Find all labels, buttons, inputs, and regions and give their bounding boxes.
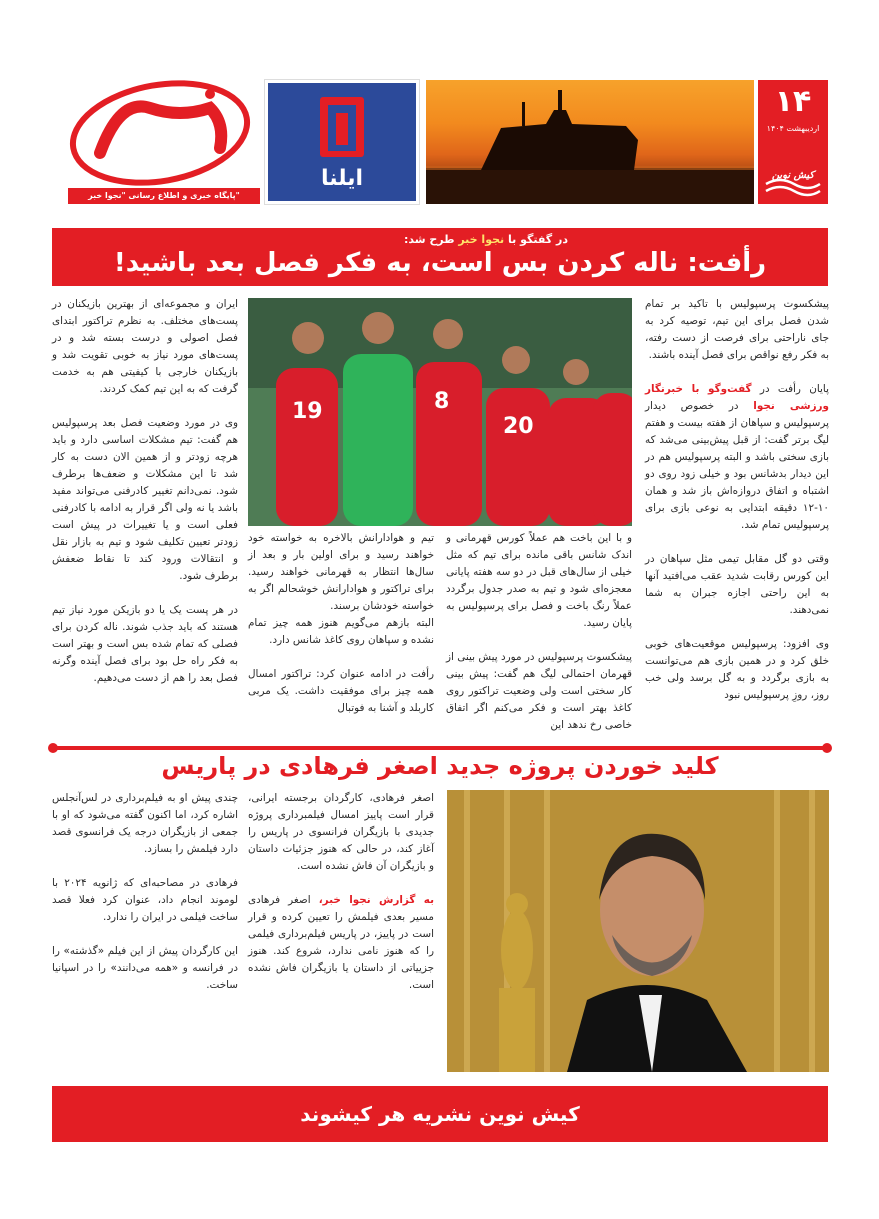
- paragraph: وی افزود: پرسپولیس موقعیت‌های خوبی خلق کرد و در همین بازی هم می‌توانست به بازی برگردد و به گل برسد ولی خب روز، روزِ پرسپولیس نبود: [645, 638, 829, 701]
- paragraph: [645, 381, 829, 534]
- paragraph: در هر پست یک یا دو بازیکن مورد نیاز تیم هستند که باید جذب شوند. ناله کردن برای فصلی که تمام شده بس است و بهتر است به فکر راه حل بود برای فصل آینده وگرنه فصل بعد را هم از دست می‌دهیم.: [52, 604, 238, 684]
- article1-column-left: [52, 296, 238, 687]
- footer-banner: [52, 1086, 828, 1142]
- svg-text:8: 8: [434, 389, 450, 414]
- article2-photo-farhadi: [447, 790, 829, 1072]
- shipwreck-image: [426, 80, 754, 204]
- paragraph: ایران و مجموعه‌ای از بهترین بازیکنان در پست‌های مختلف. به نظرم تراکتور ابتدای فصل اصولی و درست بسته شد و در پست‌های مورد نیاز به خوبی تقویت شد و بازیکنان خارجی با کیفیتی هم به خدمت گرفت که به این تیم کمک کردند.: [52, 298, 238, 395]
- source-highlight: به گزارش نجوا خبر،: [318, 894, 434, 906]
- paragraph: چندی پیش او به فیلم‌برداری در لس‌آنجلس اشاره کرد، اما اکنون گفته می‌شود که او با جمعی از بازیگران درجه یک فرانسوی قصد دارد فیلمش را بسازد.: [52, 792, 238, 855]
- paragraph: البته بازهم می‌گویم هنوز همه چیز تمام نشده و سپاهان روی کاغذ شانس دارد.: [248, 617, 434, 646]
- article1-title: رأفت: ناله کردن بس است، به فکر فصل بعد باشید!: [113, 248, 767, 278]
- paragraph: فرهادی در مصاحبه‌ای که ژانویه ۲۰۲۴ با لوموند انجام داد، عنوان کرد فعلا قصد ساخت فیلمی در ایران را ندارد.: [52, 877, 238, 923]
- paragraph: و با این باخت هم عملاً کورس قهرمانی و اندک شانس باقی مانده برای تیم که مثل خیلی از سال‌های قبل در دو سه هفته پایانی معجزه‌ای شود و تیم به صدر جدول برگردد عملاً رنگ باخت و فصل برای پرسپولیس به پایان رسید.: [446, 532, 632, 629]
- article2-column-right: [248, 790, 434, 994]
- ilna-logo-text: ایلنا: [320, 166, 364, 191]
- ilna-logo: [265, 80, 419, 204]
- kicker-source: نجوا خبر: [458, 233, 505, 246]
- ilna-emblem-icon: [268, 91, 416, 171]
- issue-badge: [758, 80, 828, 204]
- kicker-prefix: در گفتگو با: [508, 233, 568, 246]
- article1-column-mid-b: [248, 530, 434, 717]
- section-divider: [52, 746, 828, 750]
- najva-logo-mark: [60, 78, 260, 188]
- header-photo-shipwreck: [426, 80, 754, 204]
- paragraph: [248, 892, 434, 994]
- paragraph-rest: در خصوص دیدار پرسپولیس و سپاهان از هفته بیست و هفتم لیگ برتر گفت: از قبل پیش‌بینی می‌شد که بازی سختی باشد و البته پرسپولیس هم در این دیدار بدشانس بود و خیلی زود روی دو اشتباه و اتفاق دروازه‌اش باز شد و همان ۱۰-۱۲ دقیقه ابتدایی به نوعی بازی برای پرسپولیس تمام شد.: [645, 400, 829, 531]
- paragraph: وی در مورد وضعیت فصل بعد پرسپولیس هم گفت: تیم مشکلات اساسی دارد و باید هرچه زودتر و از همین الان دست به کار شد تا این مشکلات و ضعف‌ها برطرف شود. نمی‌دانم تغییر کادرفنی می‌تواند مفید باشد یا نه ولی اگر قرار به ادامه با کادرفنی فعلی است و یا تغییرات در پیش است زودتر تعیین تکلیف شود و تیم به بازار نقل و انتقالات ورود کند تا نقاط ضعفش برطرف شود.: [52, 417, 238, 582]
- source-highlight: گفت‌وگو با خبرنگار ورزشی نجوا: [645, 383, 829, 412]
- paragraph: وقتی دو گل مقابل تیمی مثل سپاهان در این کورس رقابت شدید عقب می‌افتید آنها به این راحتی اجازه جبران به شما نمی‌دهند.: [645, 553, 829, 616]
- paragraph: این کارگردان پیش از این فیلم «گذشته» را در فرانسه و «همه می‌دانند» را در اسپانیا ساخت.: [52, 945, 238, 991]
- kicker-suffix: طرح شد:: [403, 233, 455, 246]
- paragraph-rest: اصغر فرهادی مسیر بعدی فیلمش را تعیین کرده و قرار است در پاییز، در پاریس فیلم‌برداری فیلمی را که هنوز نامی ندارد، شروع کند. هنوز جزییاتی از داستان یا بازیگران فاش نشده است.: [248, 894, 434, 991]
- paragraph-lead: پایان رأفت در: [759, 383, 829, 395]
- article2-column-left: [52, 790, 238, 994]
- paragraph: تیم و هوادارانش بالاخره به خواسته خود خواهند رسید و برای اولین بار و بعد از سال‌ها انتظار به قهرمانی خواهند رسید. برای تراکتور و هوادارانش خوشحالم اگر به خواسته خودشان برسند.: [248, 532, 434, 612]
- article1-photo-football-players: [248, 298, 632, 526]
- paragraph: اصغر فرهادی، کارگردان برجسته ایرانی، قرار است پاییز امسال فیلمبرداری پروژه جدیدی با بازیگران فرانسوی در پاریس را آغاز کند، در حالی که هنوز جزئیات داستان و بازیگران آن فاش نشده است.: [248, 792, 434, 872]
- brand-name: کیش نوین: [771, 170, 815, 181]
- page-number: ۱۴: [774, 84, 812, 119]
- paragraph: پیشکسوت پرسپولیس در مورد پیش بینی از قهرمان احتمالی لیگ هم گفت: پیش بینی کار سختی است ولی وضعیت تراکتور روی کاغذ بهتر است و فکر می‌کنم اگر اتفاق خاصی رخ ندهد این: [446, 651, 632, 731]
- footer-text: کیش نوین نشریه هر کیشوند: [300, 1102, 580, 1126]
- najva-logo: [60, 78, 260, 208]
- najva-tagline: پایگاه خبری و اطلاع رسانی "نجوا خبر": [68, 188, 260, 204]
- svg-text:19: 19: [292, 399, 323, 424]
- issue-date: اردیبهشت ۱۴۰۴: [766, 124, 820, 133]
- article1-kicker: [404, 233, 568, 246]
- football-team-image: [248, 298, 632, 526]
- paragraph: پیشکسوت پرسپولیس با تاکید بر تمام شدن فصل برای این تیم، توصیه کرد به جای ناراحتی برای فرصت از دست رفته، به فکر رفع نواقص برای فصل آینده باشند.: [645, 298, 829, 361]
- svg-text:20: 20: [503, 414, 534, 439]
- paragraph: رأفت در ادامه عنوان کرد: تراکتور امسال همه چیز برای موفقیت داشت. یک مربی کاربلد و آشنا به فوتبال: [248, 668, 434, 714]
- article1-column-right: [645, 296, 829, 704]
- article1-column-mid-a: [446, 530, 632, 734]
- wave-icon: [764, 176, 822, 198]
- article2-title: کلید خوردن پروژه جدید اصغر فرهادی در پاریس: [161, 752, 719, 780]
- director-portrait-image: [447, 790, 829, 1072]
- article1-header: [52, 228, 828, 286]
